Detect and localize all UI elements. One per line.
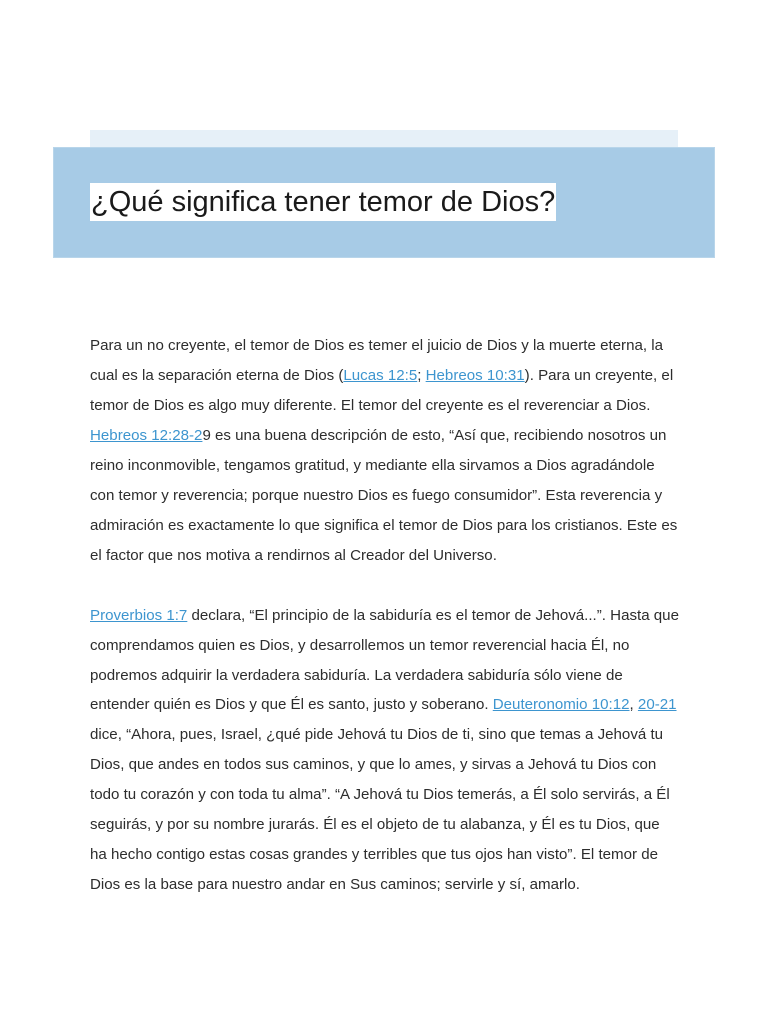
- paragraph-2-text-3: dice, “Ahora, pues, Israel, ¿qué pide Jehová tu Dios de ti, sino que temas a Jehová tu Dios, que andes en todos sus caminos, y que lo ames, y sirvas a Jehová tu Dios con todo tu corazón y con toda tu alma”. “A Jehová tu Dios temerás, a Él solo servirás, a Él seguirás, y por su nombre jurarás. Él es el objeto de tu alabanza, y Él es tu Dios, que ha hecho contigo estas cosas grandes y terribles que tus ojos han visto”. El temor de Dios es la base para nuestro andar en Sus caminos; servirle y sí, amarlo.: [90, 726, 670, 894]
- header-top-strip: [90, 130, 678, 147]
- paragraph-1-text-2: ;: [417, 366, 426, 384]
- verse-link-hebreos-12-28[interactable]: Hebreos 12:28-2: [90, 426, 203, 444]
- paragraph-1-text-1: Para un no creyente, el temor de Dios es temer el juicio de Dios y la muerte eterna, la cual es la separación eterna de Dios (: [90, 337, 664, 384]
- verse-link-hebreos-10-31[interactable]: Hebreos 10:31: [425, 366, 525, 384]
- page-title: ¿Qué significa tener temor de Dios?: [90, 183, 556, 221]
- paragraph-1: [90, 331, 680, 571]
- paragraph-1-text-4: 9 es una buena descripción de esto, “Así que, recibiendo nosotros un reino inconmovible, tengamos gratitud, y mediante ella sirvamos a Dios agradándole con temor y reverencia; porque nuestro Dios es fuego consumidor”. Esta reverencia y admiración es exactamente lo que significa el temor de Dios para los cristianos. Este es el factor que nos motiva a rendirnos al Creador del Universo.: [90, 426, 678, 564]
- verse-link-deuteronomio-20-21[interactable]: 20-21: [637, 696, 677, 714]
- paragraph-2-text-2: ,: [629, 696, 638, 714]
- paragraph-1-text-3: ). Para un creyente, el temor de Dios es algo muy diferente. El temor del creyente es el reverenciar a Dios.: [90, 366, 674, 414]
- verse-link-proverbios-1-7[interactable]: Proverbios 1:7: [90, 606, 188, 624]
- article-body: [90, 331, 680, 930]
- paragraph-2-text-1: declara, “El principio de la sabiduría es el temor de Jehová...”. Hasta que comprendamos quien es Dios, y desarrollemos un temor reverencial hacia Él, no podremos adquirir la verdadera sabiduría. La verdadera sabiduría sólo viene de entender quién es Dios y que Él es santo, justo y soberano.: [90, 606, 679, 714]
- verse-link-deuteronomio-10-12[interactable]: Deuteronomio 10:12: [492, 696, 630, 714]
- verse-link-lucas-12-5[interactable]: Lucas 12:5: [343, 366, 418, 384]
- paragraph-2: [90, 601, 680, 901]
